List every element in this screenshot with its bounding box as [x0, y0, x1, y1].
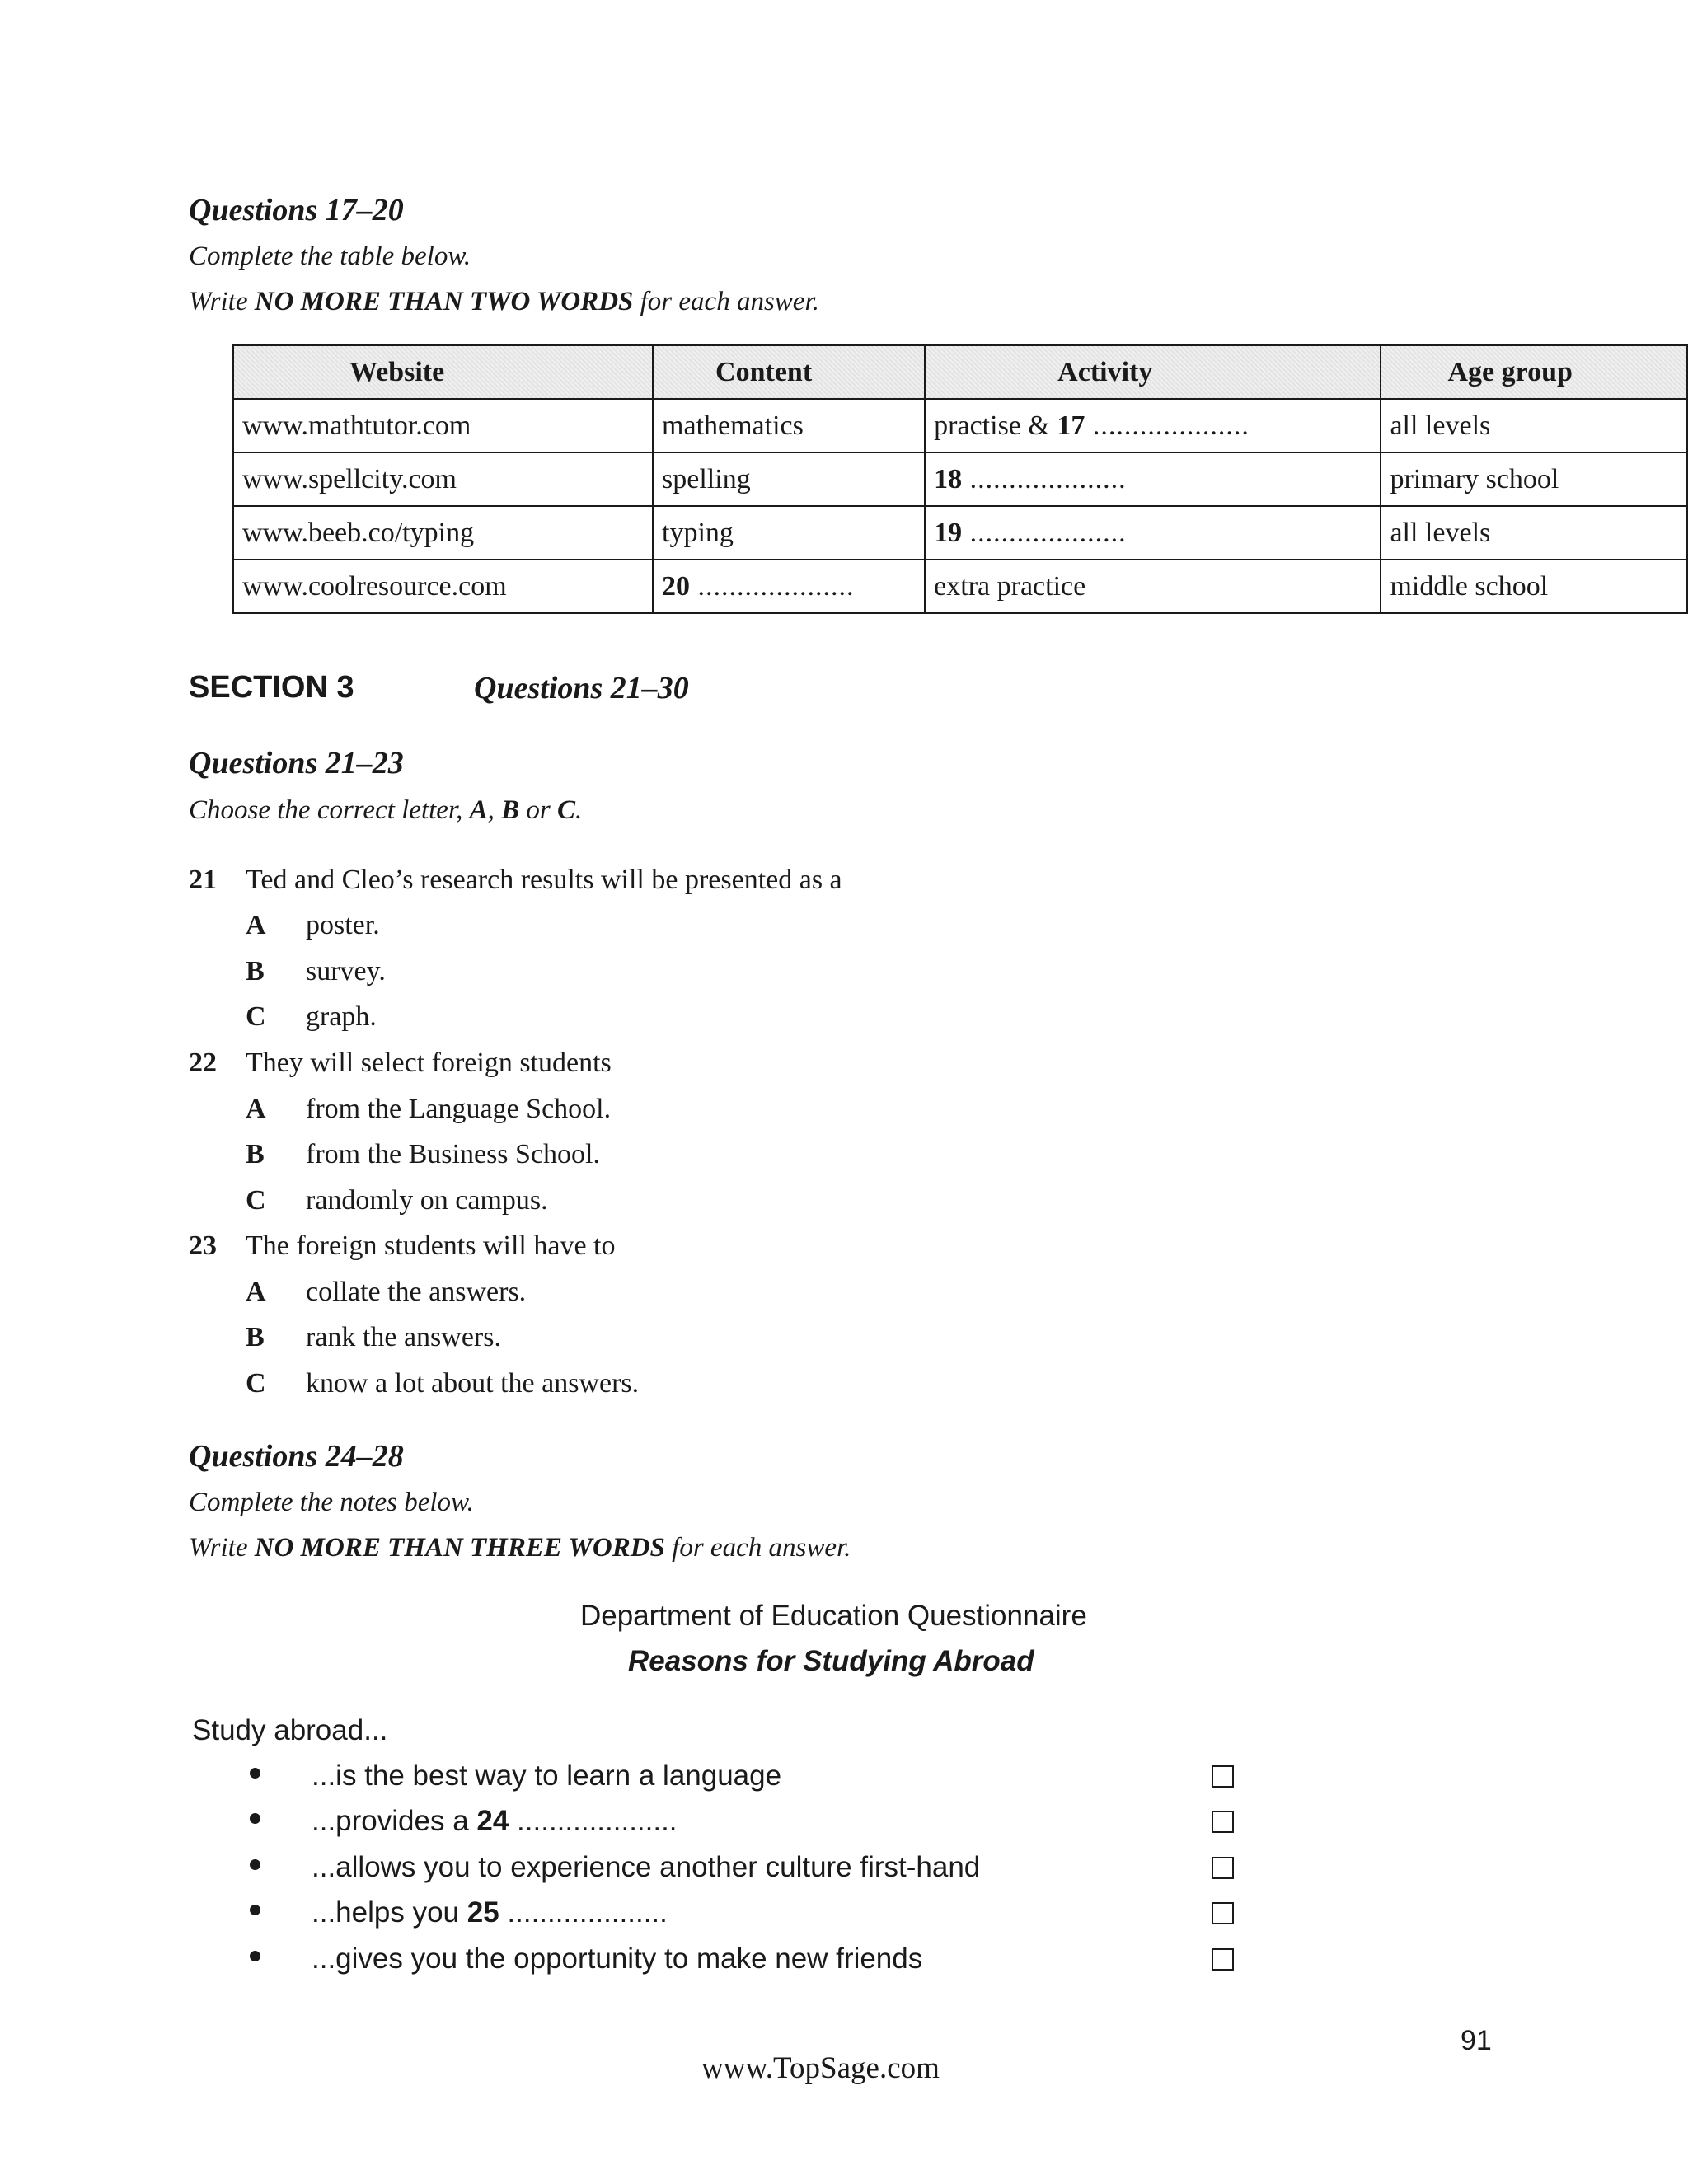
- cell-text: practise &: [934, 410, 1057, 441]
- table-cell-activity: extra practice: [925, 560, 1381, 613]
- option-text: rank the answers.: [306, 1322, 501, 1352]
- option-letter: B: [246, 1322, 265, 1352]
- list-item-text: ...allows you to experience another culture first-hand: [312, 1851, 981, 1883]
- question-text: They will select foreign students: [246, 1047, 612, 1078]
- instruction-letter-a: A: [469, 795, 488, 825]
- option-letter: A: [246, 910, 266, 940]
- table-cell-age: all levels: [1381, 506, 1687, 560]
- option-letter: A: [246, 1277, 266, 1307]
- table-cell-website: www.mathtutor.com: [233, 399, 653, 452]
- table-header-age-group: Age group: [1381, 345, 1687, 399]
- bullet-icon: [250, 1951, 260, 1961]
- table-cell-age: all levels: [1381, 399, 1687, 452]
- table-cell-website: www.spellcity.com: [233, 452, 653, 506]
- websites-table: [232, 344, 1688, 614]
- option-letter: B: [246, 1139, 265, 1169]
- option-letter: C: [246, 1001, 266, 1032]
- list-item: [250, 1805, 1239, 1842]
- option-text: from the Business School.: [306, 1139, 600, 1169]
- option-letter: C: [246, 1368, 266, 1399]
- option-text: graph.: [306, 1001, 377, 1032]
- notes-title: Department of Education Questionnaire: [580, 1600, 1087, 1632]
- bullet-icon: [250, 1859, 260, 1870]
- question-number: 18: [934, 463, 963, 494]
- question-number: 23: [189, 1230, 217, 1261]
- option-text: poster.: [306, 910, 380, 940]
- table-cell-content: mathematics: [653, 399, 925, 452]
- list-item-text: [312, 1805, 678, 1838]
- section-3-title: SECTION 3: [189, 670, 354, 705]
- list-item-text-part: ...provides a: [312, 1805, 477, 1837]
- instruction-text: Write: [189, 287, 255, 316]
- table-header-row: [233, 345, 1687, 399]
- section-3-range: Questions 21–30: [474, 671, 689, 705]
- questions-21-23-heading: Questions 21–23: [189, 746, 404, 780]
- instruction-text: Choose the correct letter,: [189, 795, 470, 825]
- question-number: 25: [467, 1896, 499, 1929]
- table-cell-website: www.beeb.co/typing: [233, 506, 653, 560]
- instruction-text: or: [519, 795, 557, 825]
- answer-blank: ....................: [962, 463, 1127, 494]
- table-header-activity: Activity: [925, 345, 1381, 399]
- table-row: [233, 399, 1687, 452]
- checkbox[interactable]: [1212, 1857, 1234, 1879]
- instruction-text: Write: [189, 1533, 255, 1563]
- checkbox[interactable]: [1212, 1902, 1234, 1924]
- list-item-text: [312, 1896, 668, 1929]
- table-cell-activity: [925, 452, 1381, 506]
- question-number: 22: [189, 1047, 217, 1078]
- option-text: survey.: [306, 956, 386, 987]
- table-cell-activity: [925, 506, 1381, 560]
- table-cell-content: [653, 560, 925, 613]
- question-number: 20: [662, 570, 691, 602]
- option-text: know a lot about the answers.: [306, 1368, 640, 1399]
- answer-blank: ....................: [1085, 410, 1250, 441]
- bullet-icon: [250, 1813, 260, 1824]
- checkbox[interactable]: [1212, 1811, 1234, 1833]
- list-item: [250, 1760, 1239, 1797]
- answer-blank: ....................: [499, 1896, 668, 1929]
- questions-17-20-instruction-1: Complete the table below.: [189, 241, 471, 271]
- list-item: [250, 1851, 1239, 1888]
- instruction-text: for each answer.: [633, 287, 819, 316]
- checkbox[interactable]: [1212, 1948, 1234, 1971]
- option-letter: C: [246, 1185, 266, 1216]
- instruction-letter-c: C: [557, 795, 576, 825]
- instruction-text: .: [575, 795, 583, 825]
- table-cell-activity: [925, 399, 1381, 452]
- list-item-text: ...gives you the opportunity to make new friends: [312, 1943, 923, 1975]
- instruction-text: ,: [487, 795, 502, 825]
- footer-website: www.TopSage.com: [701, 2051, 940, 2085]
- table-cell-content: typing: [653, 506, 925, 560]
- table-cell-age: middle school: [1381, 560, 1687, 613]
- answer-blank: ....................: [509, 1805, 678, 1837]
- table-row: [233, 506, 1687, 560]
- question-number: 21: [189, 865, 217, 895]
- page-number: 91: [1461, 2025, 1492, 2056]
- questions-21-23-instruction: [189, 795, 582, 826]
- table-row: [233, 560, 1687, 613]
- instruction-text: for each answer.: [664, 1533, 851, 1563]
- table-header-content: Content: [653, 345, 925, 399]
- option-letter: A: [246, 1094, 266, 1124]
- list-item-text-part: ...helps you: [312, 1896, 467, 1929]
- instruction-emphasis: NO MORE THAN THREE WORDS: [254, 1533, 665, 1563]
- table-header-website: Website: [233, 345, 653, 399]
- bullet-icon: [250, 1768, 260, 1779]
- instruction-emphasis: NO MORE THAN TWO WORDS: [254, 287, 634, 316]
- list-item: [250, 1896, 1239, 1933]
- questions-24-28-heading: Questions 24–28: [189, 1439, 404, 1474]
- question-number: 19: [934, 517, 963, 548]
- table-row: [233, 452, 1687, 506]
- instruction-letter-b: B: [501, 795, 520, 825]
- list-item: [250, 1943, 1239, 1980]
- option-text: randomly on campus.: [306, 1185, 548, 1216]
- option-text: collate the answers.: [306, 1277, 527, 1307]
- questions-24-28-instruction-2: [189, 1533, 851, 1563]
- question-number: 17: [1057, 410, 1085, 441]
- option-letter: B: [246, 956, 265, 987]
- answer-blank: ....................: [962, 517, 1127, 548]
- question-text: The foreign students will have to: [246, 1230, 616, 1261]
- questions-24-28-instruction-1: Complete the notes below.: [189, 1488, 474, 1517]
- bullet-icon: [250, 1905, 260, 1915]
- checkbox[interactable]: [1212, 1765, 1234, 1788]
- list-item-text: ...is the best way to learn a language: [312, 1760, 782, 1792]
- option-text: from the Language School.: [306, 1094, 612, 1124]
- questions-17-20-instruction-2: [189, 287, 819, 317]
- table-cell-content: spelling: [653, 452, 925, 506]
- table-cell-age: primary school: [1381, 452, 1687, 506]
- questions-17-20-heading: Questions 17–20: [189, 193, 404, 227]
- answer-blank: ....................: [690, 570, 855, 602]
- question-text: Ted and Cleo’s research results will be presented as a: [246, 865, 842, 895]
- table-cell-website: www.coolresource.com: [233, 560, 653, 613]
- notes-lead: Study abroad...: [192, 1714, 388, 1746]
- question-number: 24: [476, 1805, 509, 1837]
- notes-subtitle: Reasons for Studying Abroad: [628, 1645, 1034, 1677]
